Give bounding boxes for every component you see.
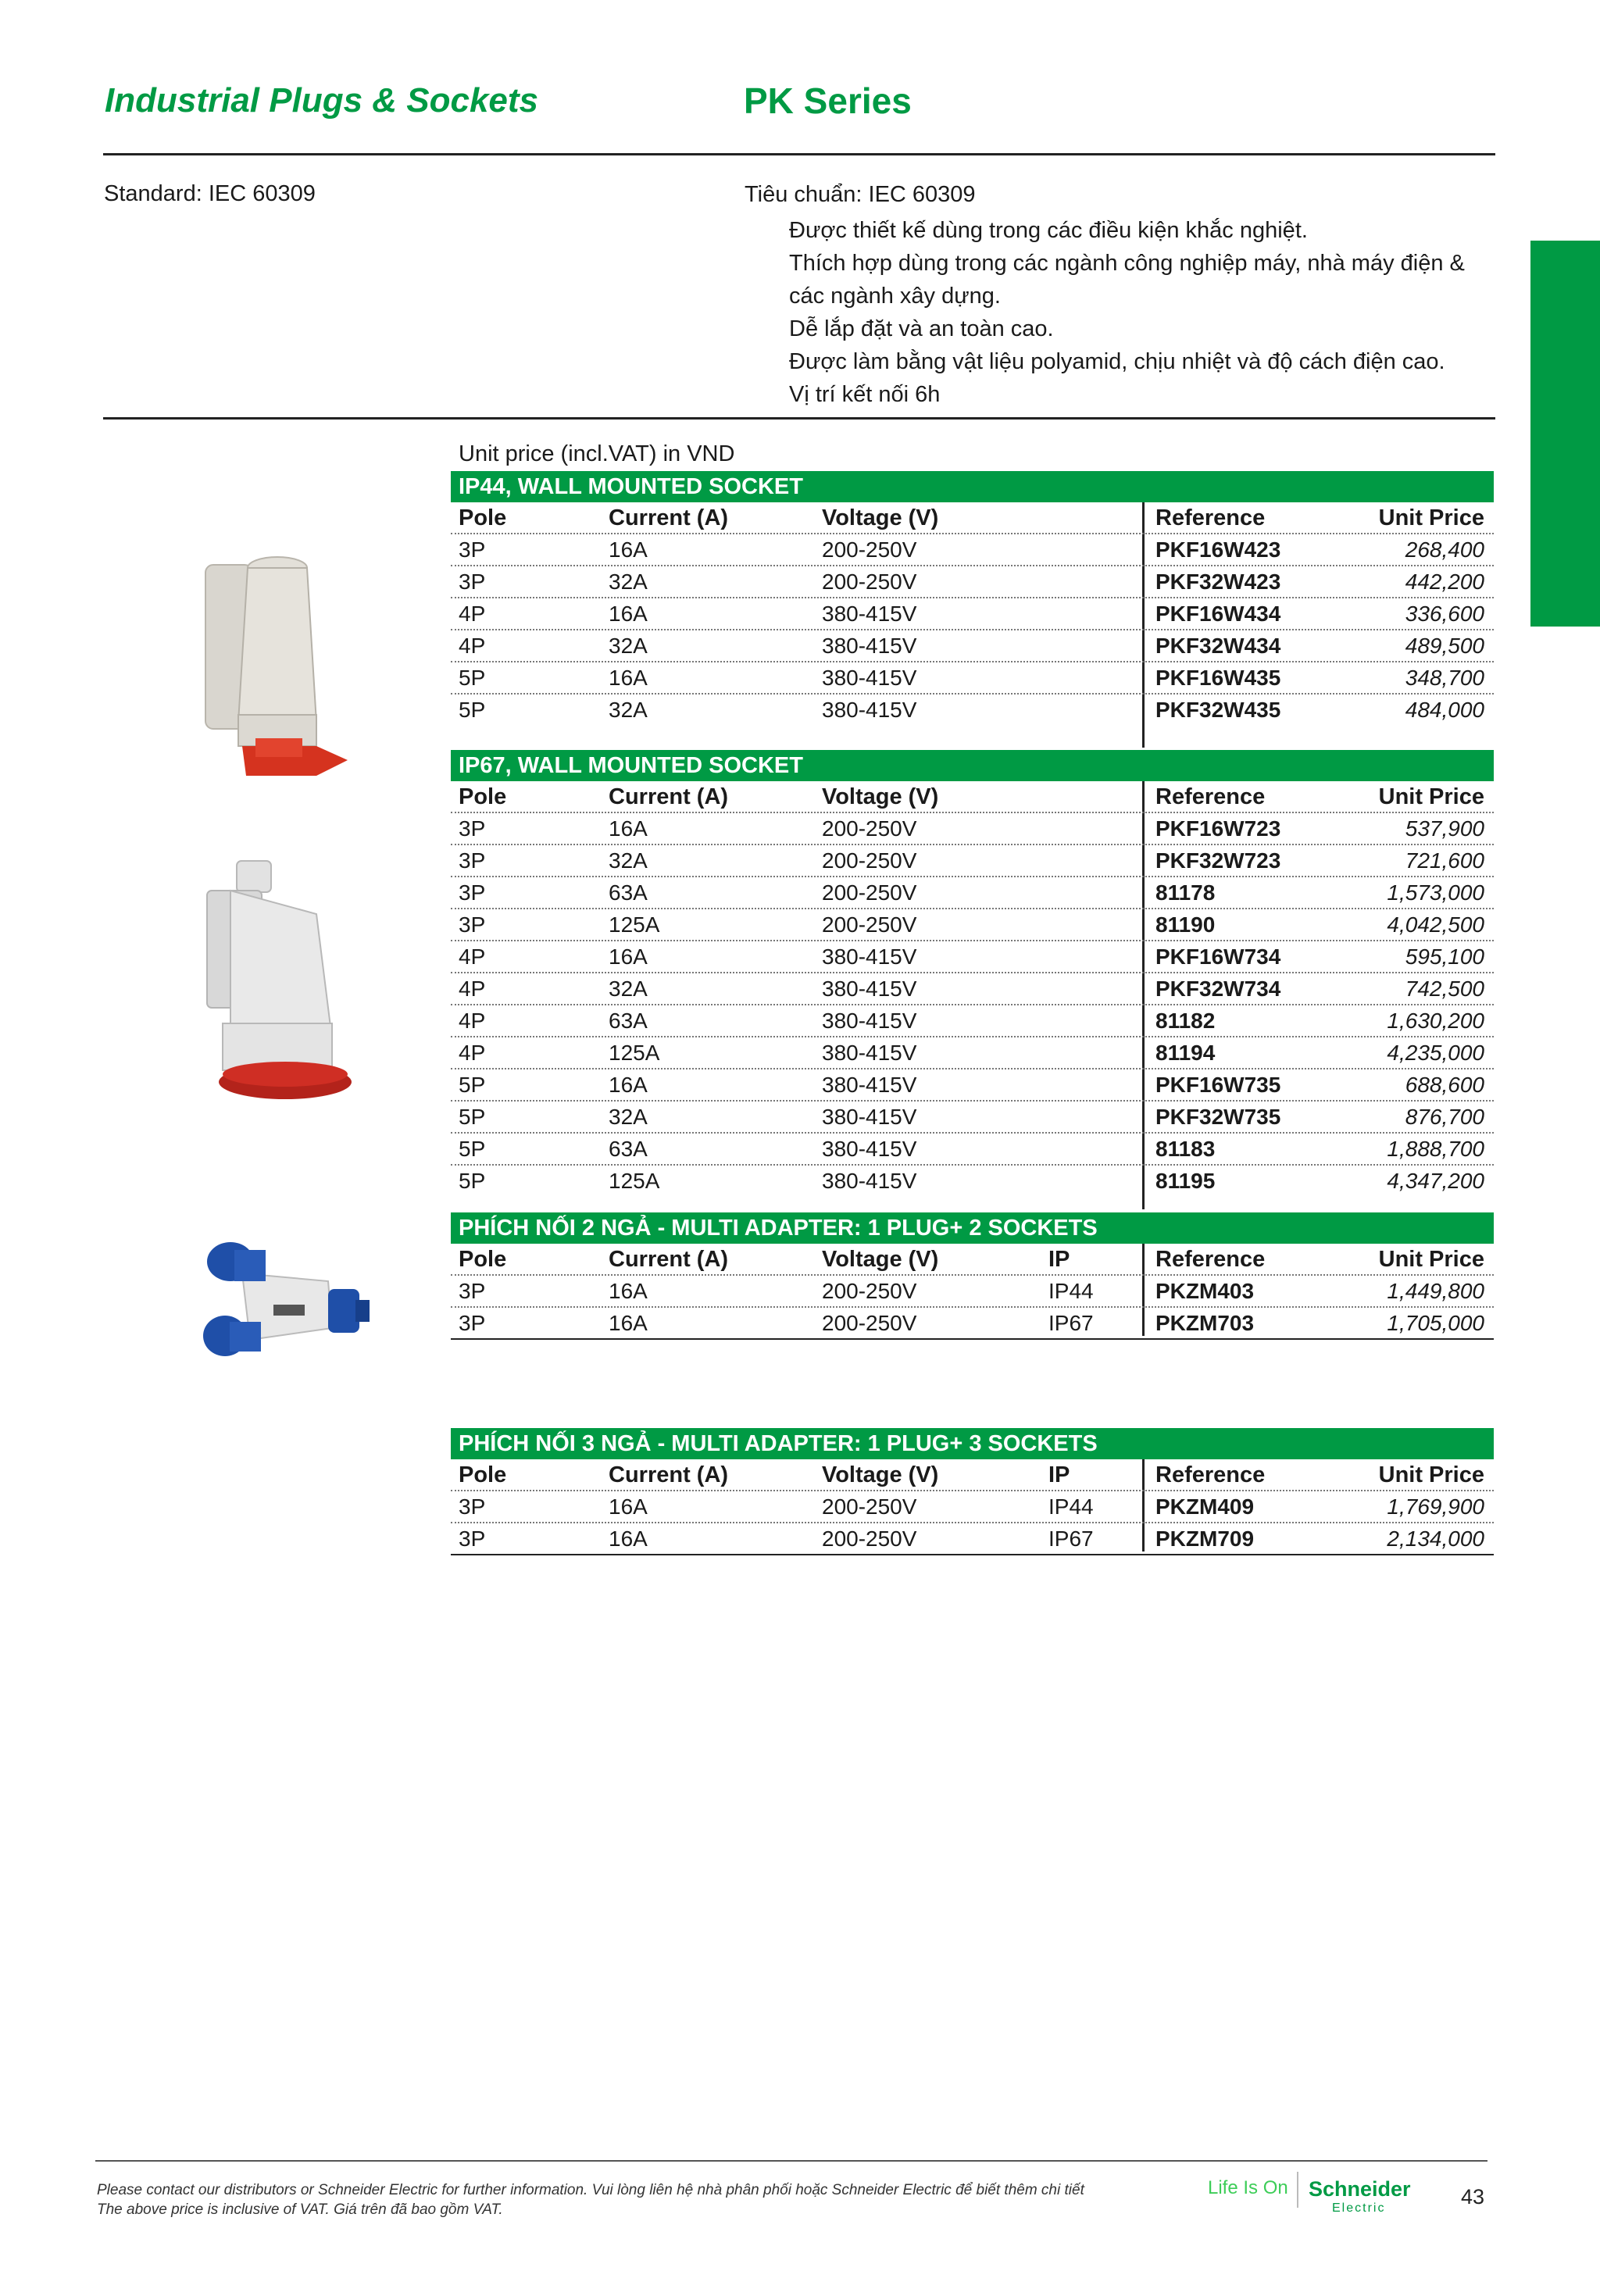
cell-current: 32A xyxy=(609,634,648,658)
col-current: Current (A) xyxy=(609,1462,729,1487)
feature-item: Thích hợp dùng trong các ngành công nghiệp máy, nhà máy điện & các ngành xây dựng. xyxy=(789,251,1465,309)
cell-price: 336,600 xyxy=(1405,602,1484,626)
ip44-wall-socket-image xyxy=(199,551,355,777)
cell-pole: 4P xyxy=(459,1041,486,1065)
cell-voltage: 200-250V xyxy=(822,570,917,594)
cell-reference: PKZM409 xyxy=(1155,1494,1255,1519)
table-header-row xyxy=(451,502,1494,534)
table-row xyxy=(451,1523,1494,1555)
cell-reference: PKF16W735 xyxy=(1155,1073,1281,1097)
table-row xyxy=(451,534,1494,566)
cell-price: 4,235,000 xyxy=(1387,1041,1484,1065)
cell-reference: PKZM703 xyxy=(1155,1311,1255,1335)
cell-reference: PKF16W435 xyxy=(1155,666,1281,690)
cell-pole: 4P xyxy=(459,944,486,969)
cell-pole: 3P xyxy=(459,1311,486,1335)
cell-pole: 3P xyxy=(459,1279,486,1303)
cell-current: 16A xyxy=(609,1494,648,1519)
table-row xyxy=(451,1491,1494,1523)
cell-current: 32A xyxy=(609,570,648,594)
cell-voltage: 200-250V xyxy=(822,880,917,905)
footer-line-1: Please contact our distributors or Schneider Electric for further information. Vui lòng liên hệ nhà phân phối hoặc Schneider Electric để biết thêm chi tiết xyxy=(97,2182,1084,2198)
cell-current: 16A xyxy=(609,1311,648,1335)
cell-price: 442,200 xyxy=(1405,570,1484,594)
cell-current: 125A xyxy=(609,912,660,937)
cell-voltage: 380-415V xyxy=(822,1009,917,1033)
cell-reference: 81190 xyxy=(1155,912,1216,937)
page-number: 43 xyxy=(1461,2185,1485,2209)
cell-price: 742,500 xyxy=(1405,977,1484,1001)
standard-divider xyxy=(103,417,1495,420)
table-header-row xyxy=(451,781,1494,813)
col-unit-price: Unit Price xyxy=(1378,1462,1484,1487)
cell-reference: 81194 xyxy=(1155,1041,1216,1065)
cell-ip: IP67 xyxy=(1048,1311,1094,1335)
cell-reference: PKF32W735 xyxy=(1155,1105,1281,1129)
col-pole: Pole xyxy=(459,505,507,530)
table-multi-adapter-2-sockets xyxy=(451,1212,1494,1340)
cell-current: 63A xyxy=(609,880,648,905)
table-row xyxy=(451,813,1494,845)
cell-pole: 5P xyxy=(459,1137,486,1161)
cell-current: 16A xyxy=(609,602,648,626)
cell-pole: 4P xyxy=(459,602,486,626)
standard-vi-title: Tiêu chuẩn: IEC 60309 xyxy=(745,182,976,207)
cell-reference: PKF16W434 xyxy=(1155,602,1281,626)
cell-price: 537,900 xyxy=(1405,816,1484,841)
cell-reference: PKF32W723 xyxy=(1155,848,1281,873)
life-is-on-tagline: Life Is On xyxy=(1208,2177,1288,2198)
cell-price: 721,600 xyxy=(1405,848,1484,873)
brand-name: Schneider xyxy=(1309,2177,1411,2201)
cell-current: 32A xyxy=(609,698,648,722)
cell-current: 63A xyxy=(609,1009,648,1033)
cell-voltage: 200-250V xyxy=(822,1311,917,1335)
table-row xyxy=(451,1037,1494,1069)
cell-reference: 81178 xyxy=(1155,880,1216,905)
col-pole: Pole xyxy=(459,1462,507,1487)
cell-voltage: 200-250V xyxy=(822,1494,917,1519)
cell-price: 1,769,900 xyxy=(1387,1494,1484,1519)
cell-current: 16A xyxy=(609,1527,648,1551)
feature-item: Được thiết kế dùng trong các điều kiện khắc nghiệt. xyxy=(789,218,1308,243)
cell-pole: 3P xyxy=(459,537,486,562)
table-row xyxy=(451,695,1494,725)
cell-current: 16A xyxy=(609,666,648,690)
brand-sub: Electric xyxy=(1332,2201,1386,2215)
side-tab-marker xyxy=(1530,241,1600,627)
cell-current: 125A xyxy=(609,1041,660,1065)
col-current: Current (A) xyxy=(609,784,729,809)
col-reference: Reference xyxy=(1155,505,1266,530)
cell-current: 16A xyxy=(609,1279,648,1303)
cell-reference: PKF16W723 xyxy=(1155,816,1281,841)
col-unit-price: Unit Price xyxy=(1378,1247,1484,1272)
col-reference: Reference xyxy=(1155,784,1266,809)
cell-price: 268,400 xyxy=(1405,537,1484,562)
cell-price: 4,042,500 xyxy=(1387,912,1484,937)
cell-voltage: 380-415V xyxy=(822,1169,917,1193)
table-title: PHÍCH NỐI 2 NGẢ - MULTI ADAPTER: 1 PLUG+ 2 SOCKETS xyxy=(451,1212,1494,1244)
cell-pole: 5P xyxy=(459,1073,486,1097)
cell-voltage: 380-415V xyxy=(822,666,917,690)
col-ip: IP xyxy=(1048,1247,1070,1272)
cell-voltage: 380-415V xyxy=(822,634,917,658)
table-header-row xyxy=(451,1459,1494,1491)
col-reference: Reference xyxy=(1155,1247,1266,1272)
table-row xyxy=(451,1005,1494,1037)
cell-voltage: 200-250V xyxy=(822,912,917,937)
table-title: IP44, WALL MOUNTED SOCKET xyxy=(451,471,1494,502)
cell-current: 125A xyxy=(609,1169,660,1193)
cell-current: 63A xyxy=(609,1137,648,1161)
table-row xyxy=(451,662,1494,695)
cell-pole: 4P xyxy=(459,1009,486,1033)
cell-ip: IP67 xyxy=(1048,1527,1094,1551)
table-title: PHÍCH NỐI 3 NGẢ - MULTI ADAPTER: 1 PLUG+ 3 SOCKETS xyxy=(451,1428,1494,1459)
cell-reference: PKF32W423 xyxy=(1155,570,1281,594)
feature-list xyxy=(745,214,1477,411)
cell-pole: 4P xyxy=(459,977,486,1001)
cell-reference: 81182 xyxy=(1155,1009,1216,1033)
col-unit-price: Unit Price xyxy=(1378,784,1484,809)
header-divider xyxy=(103,153,1495,155)
unit-price-note: Unit price (incl.VAT) in VND xyxy=(459,441,735,466)
cell-price: 595,100 xyxy=(1405,944,1484,969)
cell-pole: 5P xyxy=(459,1169,486,1193)
cell-price: 1,888,700 xyxy=(1387,1137,1484,1161)
ip67-wall-socket-image xyxy=(199,859,355,1109)
table-ip67-wall-socket xyxy=(451,750,1494,1196)
cell-ip: IP44 xyxy=(1048,1279,1094,1303)
schneider-logo xyxy=(1309,2177,1411,2216)
cell-reference: PKF32W435 xyxy=(1155,698,1281,722)
cell-current: 16A xyxy=(609,816,648,841)
table-row xyxy=(451,973,1494,1005)
cell-price: 1,705,000 xyxy=(1387,1311,1484,1335)
cell-current: 32A xyxy=(609,1105,648,1129)
cell-reference: 81195 xyxy=(1155,1169,1216,1193)
table-row xyxy=(451,598,1494,630)
cell-pole: 3P xyxy=(459,880,486,905)
cell-current: 32A xyxy=(609,977,648,1001)
cell-pole: 3P xyxy=(459,1494,486,1519)
cell-voltage: 200-250V xyxy=(822,816,917,841)
table-row xyxy=(451,1166,1494,1196)
table-title: IP67, WALL MOUNTED SOCKET xyxy=(451,750,1494,781)
cell-price: 876,700 xyxy=(1405,1105,1484,1129)
footer-note xyxy=(97,2180,1084,2219)
col-voltage: Voltage (V) xyxy=(822,784,939,809)
cell-current: 16A xyxy=(609,537,648,562)
cell-current: 32A xyxy=(609,848,648,873)
cell-price: 2,134,000 xyxy=(1387,1527,1484,1551)
cell-reference: PKF32W734 xyxy=(1155,977,1281,1001)
cell-price: 489,500 xyxy=(1405,634,1484,658)
table-header-row xyxy=(451,1244,1494,1276)
cell-pole: 5P xyxy=(459,1105,486,1129)
table-row xyxy=(451,1134,1494,1166)
cell-price: 484,000 xyxy=(1405,698,1484,722)
series-title: PK Series xyxy=(744,80,912,121)
table-row xyxy=(451,845,1494,877)
table-multi-adapter-3-sockets xyxy=(451,1428,1494,1555)
section-title: Industrial Plugs & Sockets xyxy=(105,81,539,120)
footer-line-2: The above price is inclusive of VAT. Giá trên đã bao gồm VAT. xyxy=(97,2201,503,2218)
col-voltage: Voltage (V) xyxy=(822,1462,939,1487)
cell-voltage: 380-415V xyxy=(822,698,917,722)
col-voltage: Voltage (V) xyxy=(822,1247,939,1272)
col-pole: Pole xyxy=(459,1247,507,1272)
cell-reference: PKZM709 xyxy=(1155,1527,1255,1551)
table-row xyxy=(451,1102,1494,1134)
footer-divider xyxy=(95,2160,1488,2162)
col-ip: IP xyxy=(1048,1462,1070,1487)
cell-voltage: 200-250V xyxy=(822,1279,917,1303)
cell-voltage: 380-415V xyxy=(822,602,917,626)
table-ip44-wall-socket xyxy=(451,471,1494,725)
cell-reference: 81183 xyxy=(1155,1137,1216,1161)
cell-price: 348,700 xyxy=(1405,666,1484,690)
cell-reference: PKF32W434 xyxy=(1155,634,1281,658)
cell-pole: 3P xyxy=(459,816,486,841)
col-unit-price: Unit Price xyxy=(1378,505,1484,530)
cell-pole: 3P xyxy=(459,1527,486,1551)
col-current: Current (A) xyxy=(609,505,729,530)
cell-voltage: 380-415V xyxy=(822,1073,917,1097)
feature-item: Vị trí kết nối 6h xyxy=(789,382,941,407)
standard-vi xyxy=(745,181,1477,411)
cell-reference: PKZM403 xyxy=(1155,1279,1255,1303)
cell-pole: 3P xyxy=(459,912,486,937)
footer-separator xyxy=(1297,2172,1298,2208)
cell-price: 1,449,800 xyxy=(1387,1279,1484,1303)
cell-pole: 5P xyxy=(459,698,486,722)
standard-en: Standard: IEC 60309 xyxy=(104,181,316,206)
cell-reference: PKF16W734 xyxy=(1155,944,1281,969)
table-row xyxy=(451,941,1494,973)
cell-pole: 4P xyxy=(459,634,486,658)
feature-item: Được làm bằng vật liệu polyamid, chịu nhiệt và độ cách điện cao. xyxy=(789,349,1445,374)
col-voltage: Voltage (V) xyxy=(822,505,939,530)
cell-price: 688,600 xyxy=(1405,1073,1484,1097)
cell-voltage: 380-415V xyxy=(822,1105,917,1129)
col-pole: Pole xyxy=(459,784,507,809)
col-reference: Reference xyxy=(1155,1462,1266,1487)
cell-pole: 3P xyxy=(459,848,486,873)
table-row xyxy=(451,909,1494,941)
cell-voltage: 380-415V xyxy=(822,1041,917,1065)
cell-price: 4,347,200 xyxy=(1387,1169,1484,1193)
table-row xyxy=(451,1276,1494,1308)
cell-reference: PKF16W423 xyxy=(1155,537,1281,562)
cell-voltage: 380-415V xyxy=(822,944,917,969)
cell-price: 1,573,000 xyxy=(1387,880,1484,905)
table-row xyxy=(451,630,1494,662)
cell-price: 1,630,200 xyxy=(1387,1009,1484,1033)
table-row xyxy=(451,1069,1494,1102)
cell-ip: IP44 xyxy=(1048,1494,1094,1519)
feature-item: Dễ lắp đặt và an toàn cao. xyxy=(789,316,1054,341)
cell-current: 16A xyxy=(609,944,648,969)
cell-current: 16A xyxy=(609,1073,648,1097)
col-current: Current (A) xyxy=(609,1247,729,1272)
cell-voltage: 380-415V xyxy=(822,977,917,1001)
cell-pole: 3P xyxy=(459,570,486,594)
multi-adapter-2-image xyxy=(195,1234,375,1367)
table-row xyxy=(451,877,1494,909)
cell-voltage: 200-250V xyxy=(822,848,917,873)
cell-pole: 5P xyxy=(459,666,486,690)
table-row xyxy=(451,566,1494,598)
cell-voltage: 200-250V xyxy=(822,1527,917,1551)
table-row xyxy=(451,1308,1494,1340)
cell-voltage: 200-250V xyxy=(822,537,917,562)
cell-voltage: 380-415V xyxy=(822,1137,917,1161)
